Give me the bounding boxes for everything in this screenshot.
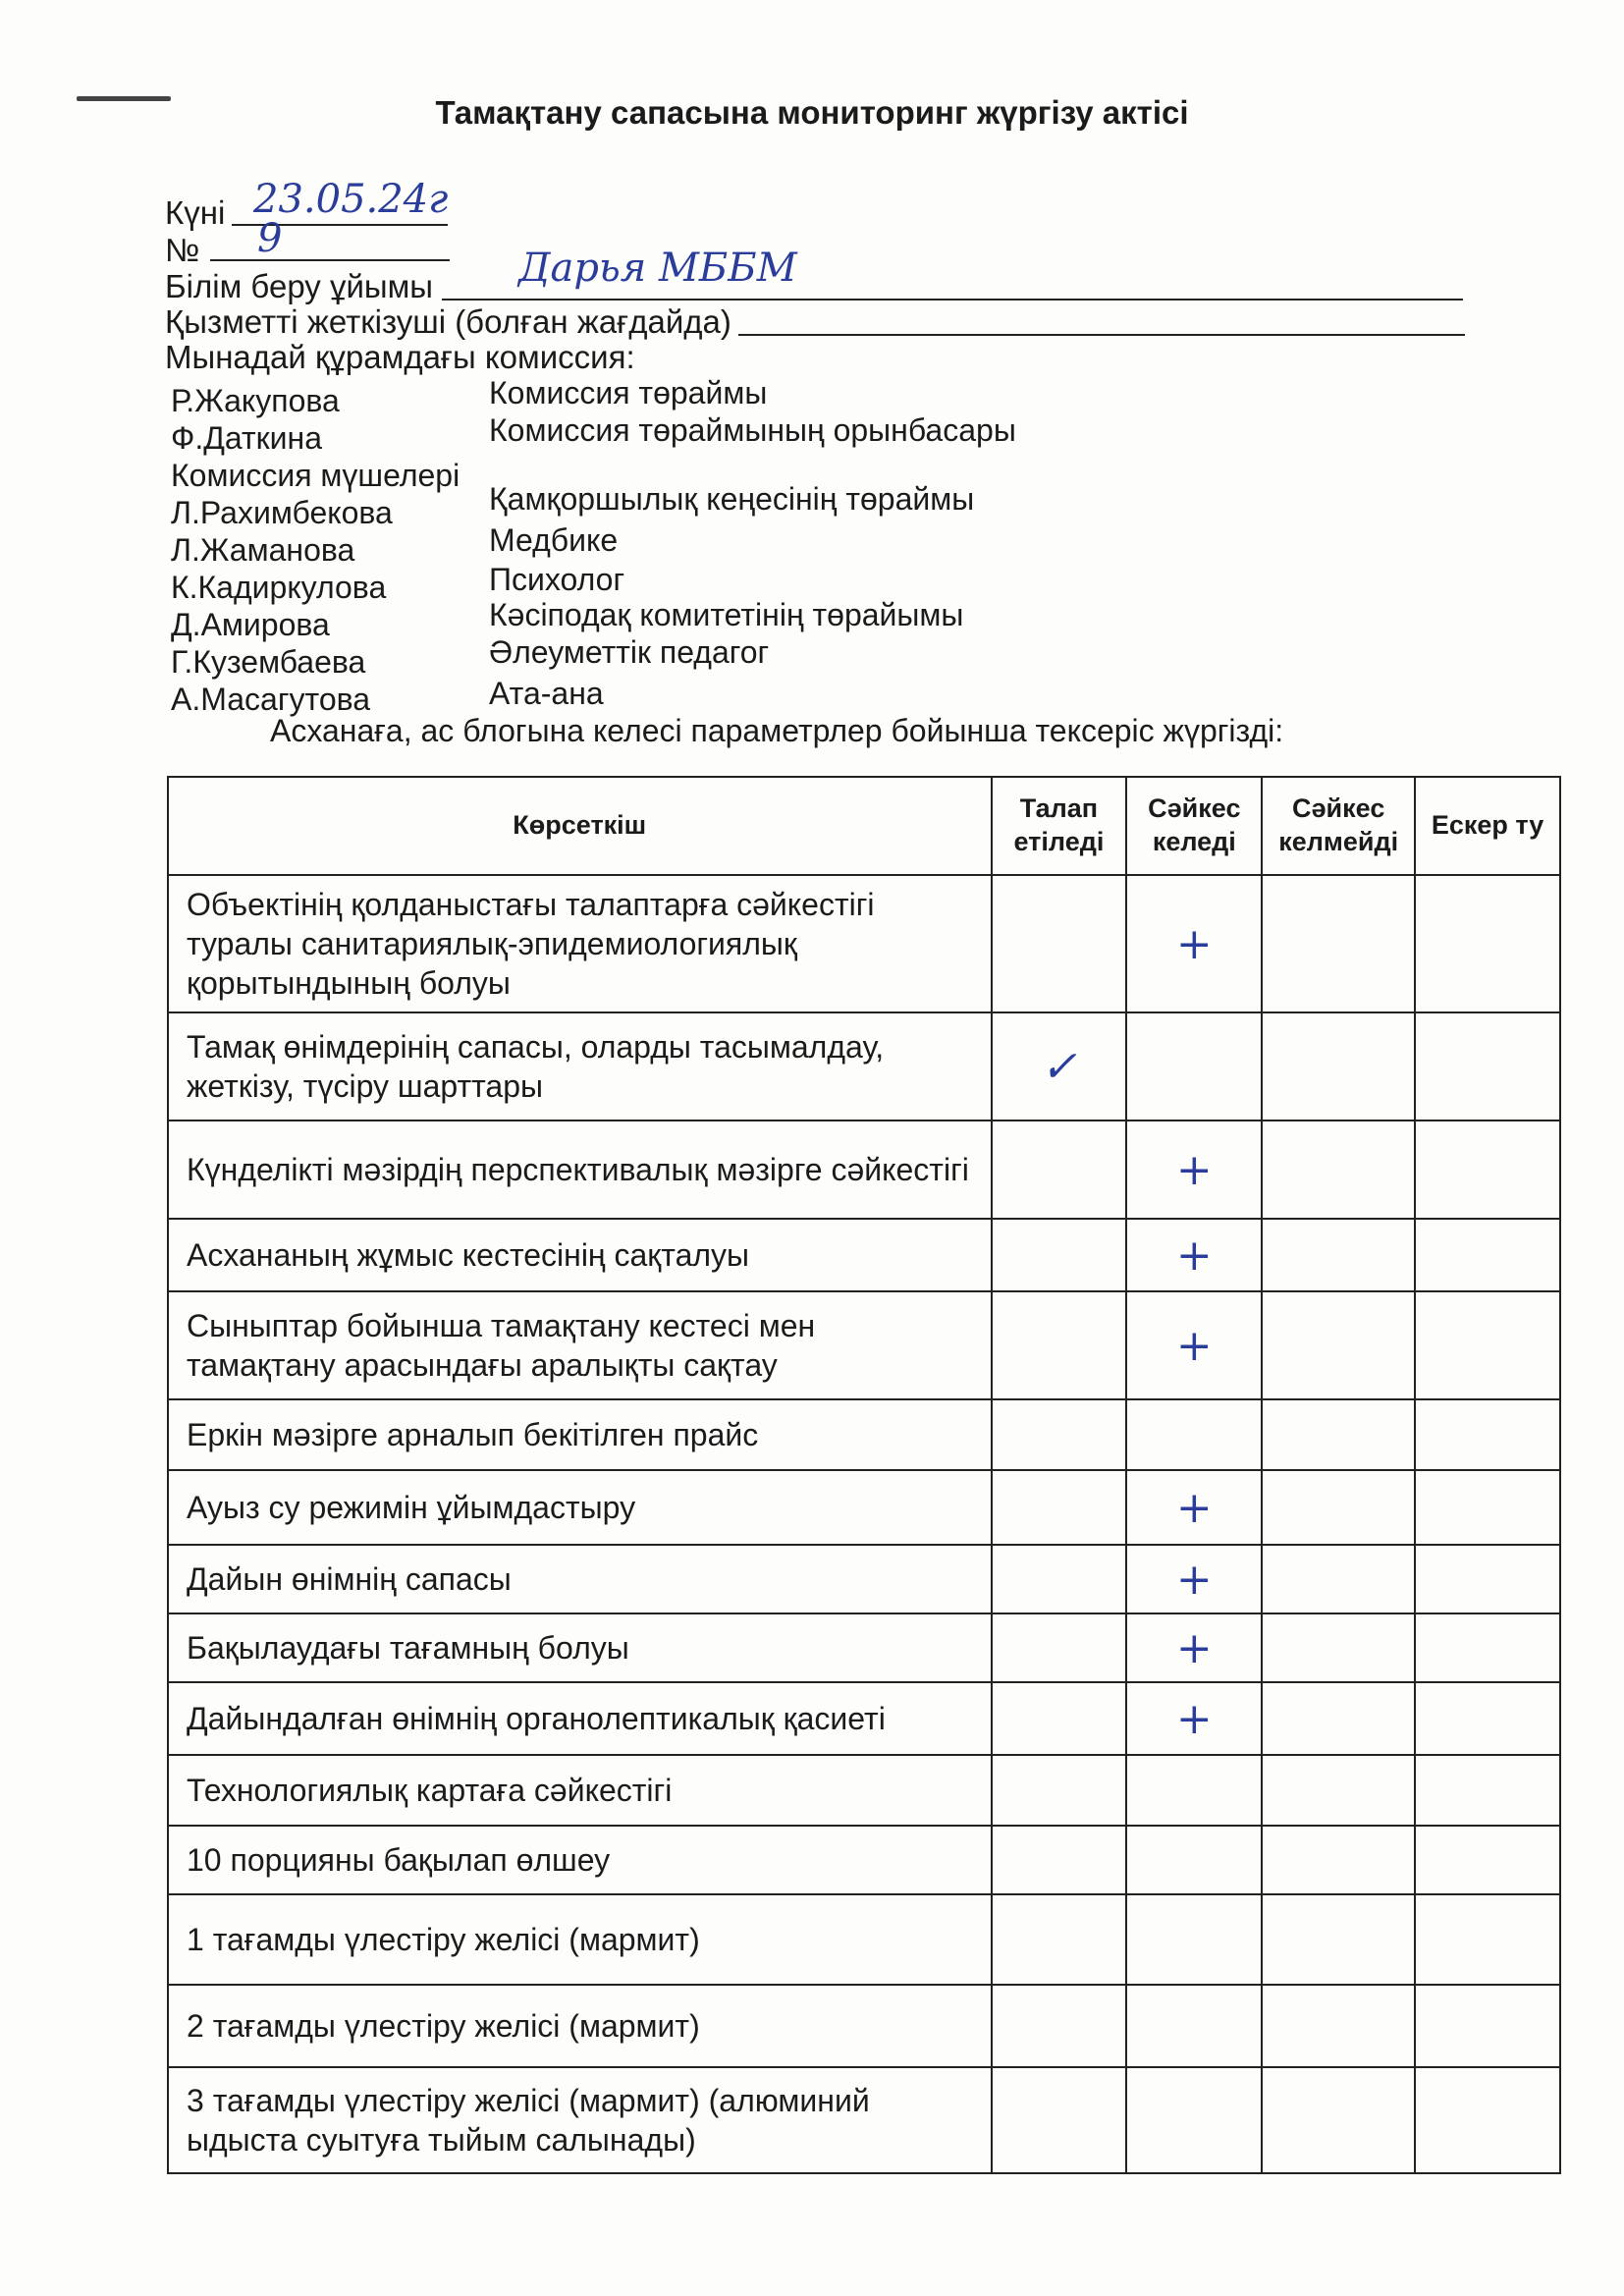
complies-cell: + — [1126, 1219, 1262, 1291]
table-row — [168, 1219, 1560, 1291]
member-role: Әлеуметтік педагог — [489, 634, 770, 670]
note-cell — [1415, 1985, 1560, 2067]
table-row — [168, 1985, 1560, 2067]
table-row — [168, 875, 1560, 1012]
required-cell — [992, 2067, 1127, 2173]
not-complies-cell — [1262, 1219, 1415, 1291]
note-cell — [1415, 1219, 1560, 1291]
provider-underline — [738, 334, 1465, 336]
required-cell — [992, 1682, 1127, 1755]
inspection-table — [167, 776, 1561, 2174]
header-note: Ескер ту — [1415, 777, 1560, 875]
complies-cell — [1126, 1894, 1262, 1985]
member-name: Г.Кузембаева — [171, 644, 366, 680]
provider-label: Қызметті жеткізуші (болған жағдайда) — [165, 303, 731, 340]
note-cell — [1415, 1399, 1560, 1470]
indicator-cell: Тамақ өнімдерінің сапасы, оларды тасымалдау, жеткізу, түсіру шарттары — [168, 1012, 992, 1121]
not-complies-cell — [1262, 1826, 1415, 1894]
intro-text: Асханаға, ас блогына келесі параметрлер бойынша тексеріс жүргізді: — [270, 713, 1284, 748]
table-row — [168, 1826, 1560, 1894]
complies-cell — [1126, 1399, 1262, 1470]
indicator-cell: Объектінің қолданыстағы талаптарға сәйкестігі туралы санитариялық-эпидемиологиялық қорытындының болуы — [168, 875, 992, 1012]
number-label: № — [165, 232, 200, 268]
not-complies-cell — [1262, 2067, 1415, 2173]
number-underline — [210, 259, 450, 261]
date-value: 23.05.24г — [253, 177, 449, 222]
header-complies: Сәйкес келеді — [1126, 777, 1262, 875]
note-cell — [1415, 1755, 1560, 1826]
not-complies-cell — [1262, 1291, 1415, 1399]
not-complies-cell — [1262, 1613, 1415, 1682]
table-row — [168, 1545, 1560, 1613]
org-label: Білім беру ұйымы — [165, 268, 434, 304]
indicator-cell: 10 порцияны бақылап өлшеу — [168, 1826, 992, 1894]
required-cell: ✓ — [992, 1012, 1127, 1121]
complies-cell: + — [1126, 1545, 1262, 1613]
not-complies-cell — [1262, 1121, 1415, 1219]
not-complies-cell — [1262, 1399, 1415, 1470]
indicator-cell: Технологиялық картаға сәйкестігі — [168, 1755, 992, 1826]
org-underline — [442, 299, 1463, 301]
chair-name: Р.Жакупова — [171, 383, 340, 418]
complies-cell — [1126, 1012, 1262, 1121]
table-row — [168, 1470, 1560, 1545]
required-cell — [992, 1755, 1127, 1826]
indicator-cell: Дайындалған өнімнің органолептикалық қасиеті — [168, 1682, 992, 1755]
table-row — [168, 2067, 1560, 2173]
header-not-complies: Сәйкес келмейді — [1262, 777, 1415, 875]
note-cell — [1415, 1121, 1560, 1219]
indicator-cell: 1 тағамды үлестіру желісі (мармит) — [168, 1894, 992, 1985]
date-label: Күні — [165, 194, 226, 231]
indicator-cell: 2 тағамды үлестіру желісі (мармит) — [168, 1985, 992, 2067]
note-cell — [1415, 1545, 1560, 1613]
note-cell — [1415, 1012, 1560, 1121]
required-cell — [992, 1121, 1127, 1219]
complies-cell: + — [1126, 1291, 1262, 1399]
member-role: Кәсіподақ комитетінің төрайымы — [489, 597, 964, 632]
complies-cell: + — [1126, 1613, 1262, 1682]
table-header-row — [168, 777, 1560, 875]
members-label: Комиссия мүшелері — [171, 458, 460, 493]
not-complies-cell — [1262, 1682, 1415, 1755]
member-name: Д.Амирова — [171, 607, 330, 642]
required-cell — [992, 1399, 1127, 1470]
member-name: К.Кадиркулова — [171, 570, 387, 605]
required-cell — [992, 1894, 1127, 1985]
commission-label: Мынадай құрамдағы комиссия: — [165, 339, 635, 375]
deputy-name: Ф.Даткина — [171, 420, 322, 456]
deputy-role: Комиссия төраймының орынбасары — [489, 412, 1016, 448]
table-row — [168, 1012, 1560, 1121]
table-row — [168, 1121, 1560, 1219]
complies-cell: + — [1126, 1121, 1262, 1219]
member-name: Л.Рахимбекова — [171, 495, 393, 530]
complies-cell: + — [1126, 1682, 1262, 1755]
note-cell — [1415, 1826, 1560, 1894]
not-complies-cell — [1262, 1545, 1415, 1613]
indicator-cell: 3 тағамды үлестіру желісі (мармит) (алюминий ыдыста суытуға тыйым салынады) — [168, 2067, 992, 2173]
member-role: Ата-ана — [489, 676, 604, 711]
table-row — [168, 1399, 1560, 1470]
note-cell — [1415, 1470, 1560, 1545]
not-complies-cell — [1262, 1012, 1415, 1121]
complies-cell — [1126, 2067, 1262, 2173]
indicator-cell: Сыныптар бойынша тамақтану кестесі мен тамақтану арасындағы аралықты сақтау — [168, 1291, 992, 1399]
member-name: А.Масагутова — [171, 682, 371, 717]
note-cell — [1415, 875, 1560, 1012]
member-role: Қамқоршылық кеңесінің төраймы — [489, 481, 975, 517]
complies-cell: + — [1126, 875, 1262, 1012]
chair-role: Комиссия төраймы — [489, 375, 768, 410]
not-complies-cell — [1262, 1470, 1415, 1545]
table-row — [168, 1682, 1560, 1755]
note-cell — [1415, 1613, 1560, 1682]
table-row — [168, 1755, 1560, 1826]
note-cell — [1415, 1894, 1560, 1985]
indicator-cell: Күнделікті мәзірдің перспективалық мәзірге сәйкестігі — [168, 1121, 992, 1219]
table-row — [168, 1894, 1560, 1985]
member-role: Медбике — [489, 522, 619, 558]
header-indicator: Көрсеткіш — [168, 777, 992, 875]
document-title: Тамақтану сапасына мониторинг жүргізу актісі — [435, 94, 1189, 131]
required-cell — [992, 1545, 1127, 1613]
required-cell — [992, 1219, 1127, 1291]
note-cell — [1415, 1291, 1560, 1399]
indicator-cell: Дайын өнімнің сапасы — [168, 1545, 992, 1613]
required-cell — [992, 1826, 1127, 1894]
required-cell — [992, 1985, 1127, 2067]
not-complies-cell — [1262, 1894, 1415, 1985]
member-role: Психолог — [489, 562, 625, 597]
not-complies-cell — [1262, 1985, 1415, 2067]
indicator-cell: Ауыз су режимін ұйымдастыру — [168, 1470, 992, 1545]
required-cell — [992, 1613, 1127, 1682]
table-row — [168, 1613, 1560, 1682]
indicator-cell: Бақылаудағы тағамның болуы — [168, 1613, 992, 1682]
indicator-cell: Еркін мәзірге арналып бекітілген прайс — [168, 1399, 992, 1470]
note-cell — [1415, 2067, 1560, 2173]
indicator-cell: Асхананың жұмыс кестесінің сақталуы — [168, 1219, 992, 1291]
table-row — [168, 1291, 1560, 1399]
not-complies-cell — [1262, 875, 1415, 1012]
required-cell — [992, 1470, 1127, 1545]
required-cell — [992, 1291, 1127, 1399]
complies-cell: + — [1126, 1470, 1262, 1545]
org-value: Дарья МББМ — [518, 246, 797, 291]
member-name: Л.Жаманова — [171, 532, 355, 568]
complies-cell — [1126, 1826, 1262, 1894]
note-cell — [1415, 1682, 1560, 1755]
header-required: Талап етіледі — [992, 777, 1127, 875]
complies-cell — [1126, 1755, 1262, 1826]
required-cell — [992, 875, 1127, 1012]
not-complies-cell — [1262, 1755, 1415, 1826]
complies-cell — [1126, 1985, 1262, 2067]
number-value: 9 — [257, 216, 283, 261]
